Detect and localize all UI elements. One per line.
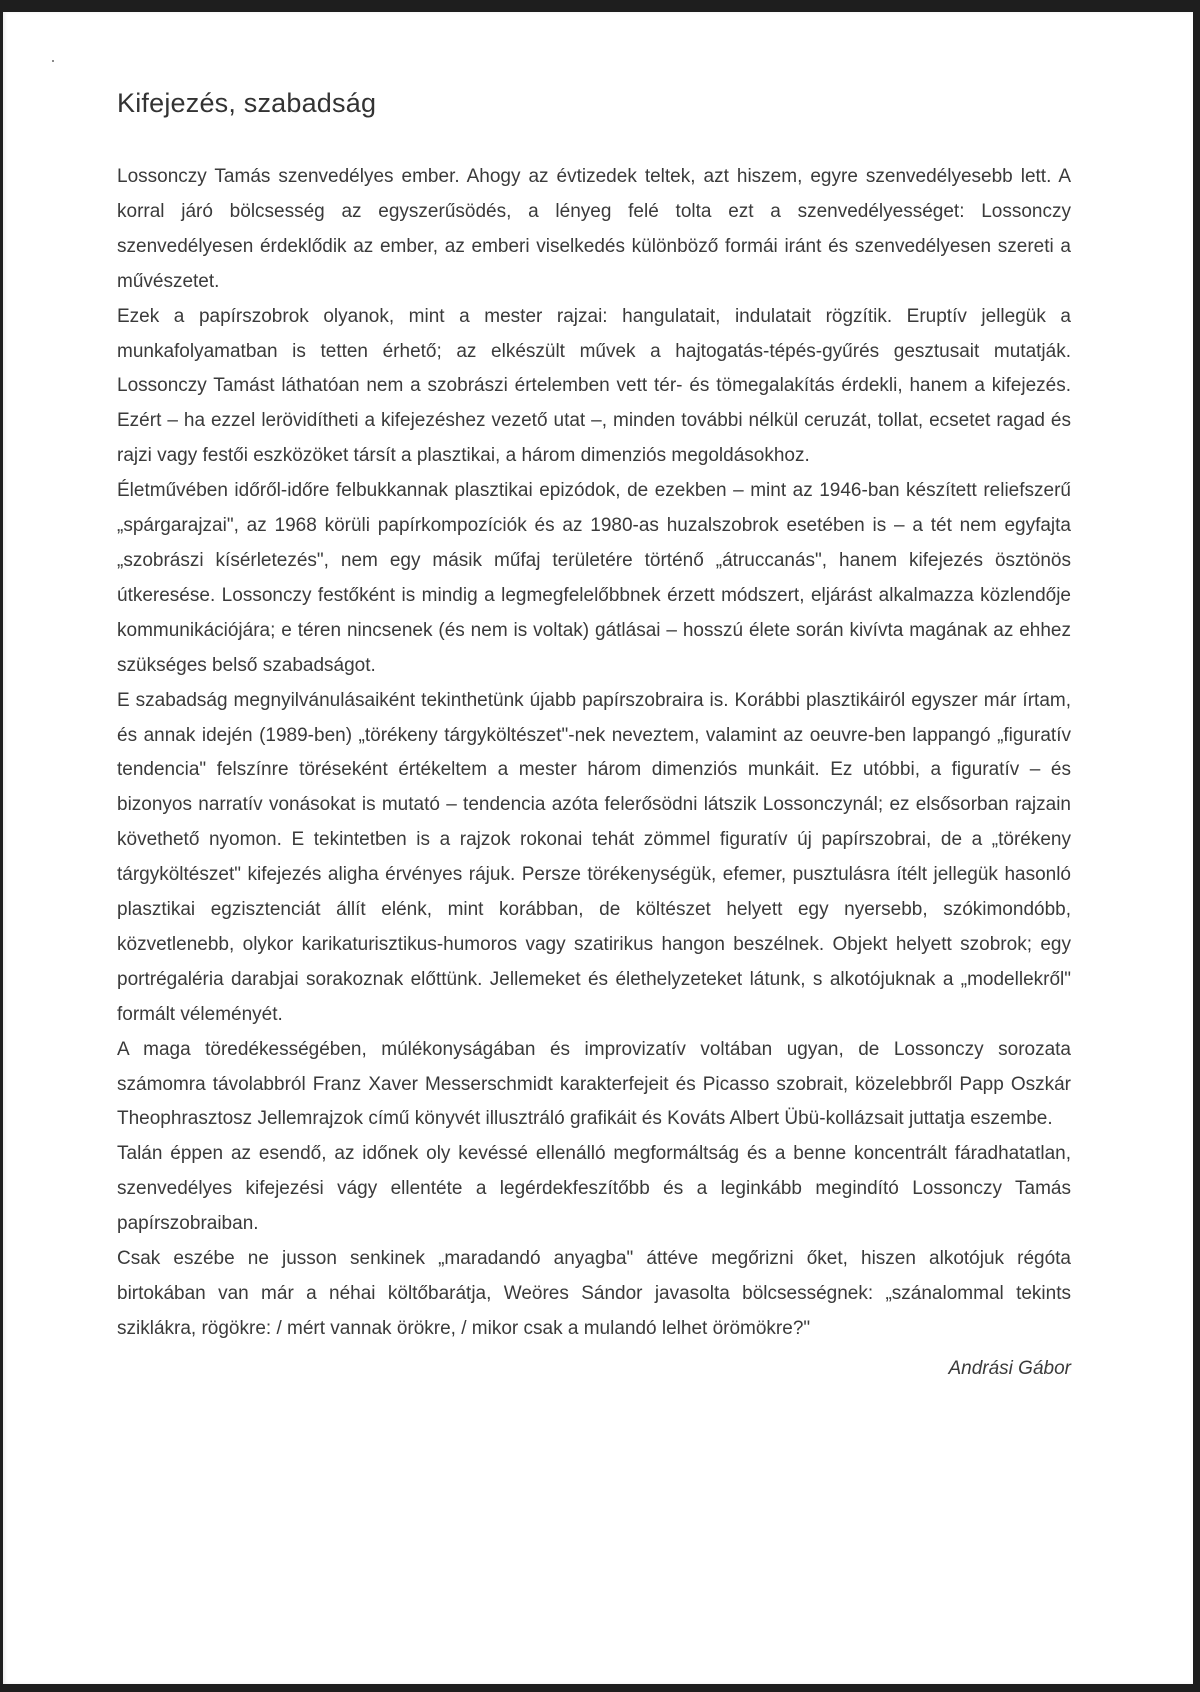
document-title: Kifejezés, szabadság [117, 88, 377, 118]
author-signature: Andrási Gábor [948, 1357, 1071, 1379]
paragraph-3: Életművében időről-időre felbukkannak plasztikai epizódok, de ezekben – mint az 1946-ban készített reliefszerű „spárgarajzai", az 1968 körüli papírkompozíciók és az 1980-as huzalszobrok esetében is – a tét nem egyfajta „szobrászi kísérletezés", nem egy másik műfaj területére történő „átruccanás", hanem kifejezés ösztönös útkeresése. Lossonczy festőként is mindig a legmegfelelőbbnek érzett módszert, eljárást alkalmazza közlendője kommunikációjára; e téren nincsenek (és nem is voltak) gátlásai – hosszú élete során kivívta magának az ehhez szükséges belső szabadságot. [117, 480, 1071, 676]
paragraph-6: Talán éppen az esendő, az időnek oly kevéssé ellenálló megformáltság és a benne koncentrált fáradhatatlan, szenvedélyes kifejezési vágy ellentéte a legérdekfeszítőbb és a leginkább megindító Lossonczy Tamás papírszobraiban. [117, 1143, 1071, 1235]
document-page [3, 12, 1193, 1684]
paragraph-5: A maga töredékességében, múlékonyságában és improvizatív voltában ugyan, de Lossonczy sorozata számomra távolabbról Franz Xaver Messerschmidt karakterfejeit és Picasso szobrait, közelebbről Papp Oszkár Theophrasztosz Jellemrajzok című könyvét illusztráló grafikáit és Kováts Albert Übü-kollázsait juttatja eszembe. [117, 1038, 1071, 1130]
document-content [117, 86, 1071, 1384]
paragraph-2: Ezek a papírszobrok olyanok, mint a mester rajzai: hangulatait, indulatait rögzítik. Eruptív jellegük a munkafolyamatban is tetten érhető; az elkészült művek a hajtogatás-tépés-gyűrés gesztusait mutatják. Lossonczy Tamást láthatóan nem a szobrászi értelemben vett tér- és tömegalakítás érdekli, hanem a kifejezés. Ezért – ha ezzel lerövidítheti a kifejezéshez vezető utat –, minden további nélkül ceruzát, tollat, ecsetet ragad és rajzi vagy festői eszközöket társít a plasztikai, a három dimenziós megoldásokhoz. [117, 305, 1071, 467]
page-speck [52, 60, 54, 62]
paragraph-4: E szabadság megnyilvánulásaiként tekinthetünk újabb papírszobraira is. Korábbi plasztikáiról egyszer már írtam, és annak idején (1989-ben) „törékeny tárgyköltészet"-nek neveztem, valamint az oeuvre-ben lappangó „figuratív tendencia" felszínre töréseként értékeltem a mester három dimenziós munkáit. Ez utóbbi, a figuratív – és bizonyos narratív vonásokat is mutató – tendencia azóta felerősödni látszik Lossonczynál; ez elsősorban rajzain követhető nyomon. E tekintetben is a rajzok rokonai tehát zömmel figuratív új papírszobrai, de a „törékeny tárgyköltészet" kifejezés aligha érvényes rájuk. Persze törékenységük, efemer, pusztulásra ítélt jellegük hasonló plasztikai egzisztenciát állít elénk, mint korábban, de költészet helyett egy nyersebb, szókimondóbb, közvetlenebb, olykor karikaturisztikus-humoros vagy szatirikus hangon beszélnek. Objekt helyett szobrok; egy portrégaléria darabjai sorakoznak előttünk. Jellemeket és élethelyzeteket látunk, s alkotójuknak a „modellekről" formált véleményét. [117, 689, 1071, 1025]
document-body [117, 160, 1071, 1347]
paragraph-1: Lossonczy Tamás szenvedélyes ember. Ahogy az évtizedek teltek, azt hiszem, egyre szenvedélyesebb lett. A korral járó bölcsesség az egyszerűsödés, a lényeg felé tolta ezt a szenvedélyességet: Lossonczy szenvedélyesen érdeklődik az ember, az emberi viselkedés különböző formái iránt és szenvedélyesen szereti a művészetet. [117, 166, 1071, 292]
paragraph-7: Csak eszébe ne jusson senkinek „maradandó anyagba" áttéve megőrizni őket, hiszen alkotójuk régóta birtokában van már a néhai költőbarátja, Weöres Sándor javasolta bölcsességnek: „szánalommal tekints sziklákra, rögökre: / mért vannak örökre, / mikor csak a mulandó lelhet örömökre?" [117, 1248, 1071, 1339]
